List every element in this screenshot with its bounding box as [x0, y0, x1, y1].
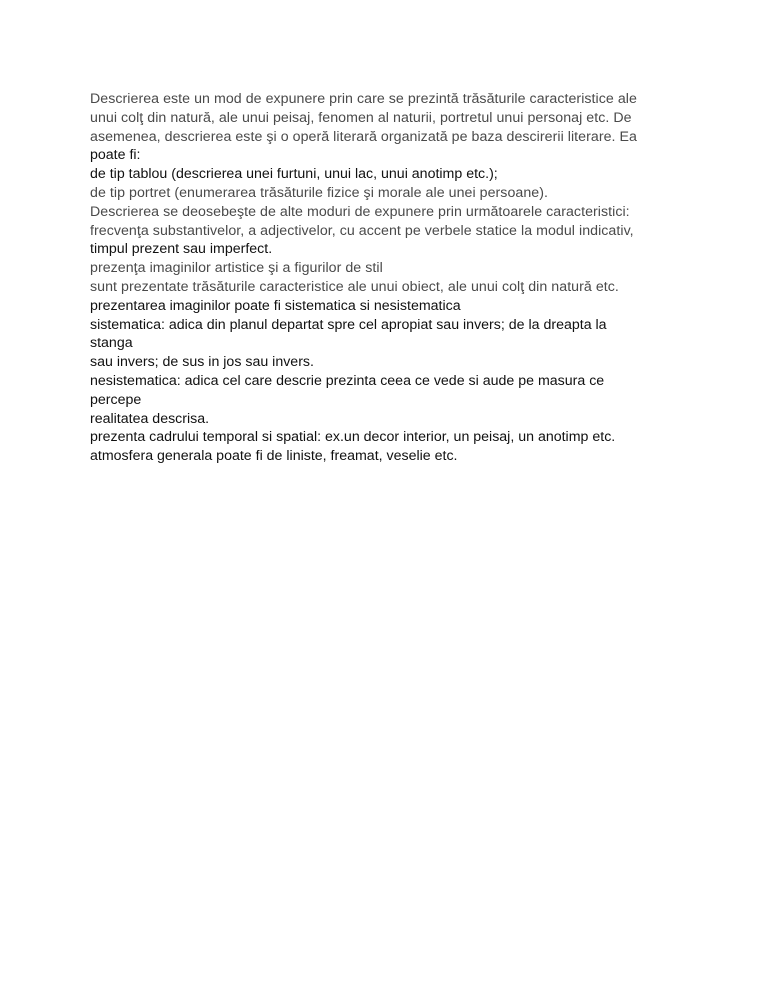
text-line: prezenta cadrului temporal si spatial: ex.un decor interior, un peisaj, un anotimp etc.	[90, 429, 616, 446]
text-line: frecvenţa substantivelor, a adjectivelor, cu accent pe verbele statice la modul indicativ,	[90, 222, 634, 239]
text-line: Descrierea se deosebeşte de alte moduri de expunere prin următoarele caracteristici:	[90, 203, 630, 220]
text-line: prezenţa imaginilor artistice şi a figurilor de stil	[90, 260, 383, 277]
text-line: de tip tablou (descrierea unei furtuni, unui lac, unui anotimp etc.);	[90, 166, 498, 183]
text-line: realitatea descrisa.	[90, 410, 210, 427]
body-text	[90, 90, 680, 466]
text-line: atmosfera generala poate fi de liniste, freamat, veselie etc.	[90, 448, 458, 465]
text-line: sistematica: adica din planul departat spre cel apropiat sau invers; de la dreapta la	[90, 316, 607, 333]
text-line: percepe	[90, 391, 142, 408]
text-line: sau invers; de sus in jos sau invers.	[90, 354, 314, 371]
text-line: nesistematica: adica cel care descrie prezinta ceea ce vede si aude pe masura ce	[90, 372, 605, 389]
text-line: unui colţ din natură, ale unui peisaj, fenomen al naturii, portretul unui personaj etc. De	[90, 109, 632, 126]
text-line: sunt prezentate trăsăturile caracteristice ale unui obiect, ale unui colţ din natură etc.	[90, 278, 619, 295]
text-line: poate fi:	[90, 147, 141, 164]
text-line: asemenea, descrierea este şi o operă literară organizată pe baza descirerii literare. Ea	[90, 128, 637, 145]
text-line: timpul prezent sau imperfect.	[90, 241, 273, 258]
text-line: prezentarea imaginilor poate fi sistematica si nesistematica	[90, 297, 461, 314]
text-line: stanga	[90, 335, 133, 352]
text-line: de tip portret (enumerarea trăsăturile fizice şi morale ale unei persoane).	[90, 184, 548, 201]
text-line: Descrierea este un mod de expunere prin care se prezintă trăsăturile caracteristice ale	[90, 91, 637, 107]
